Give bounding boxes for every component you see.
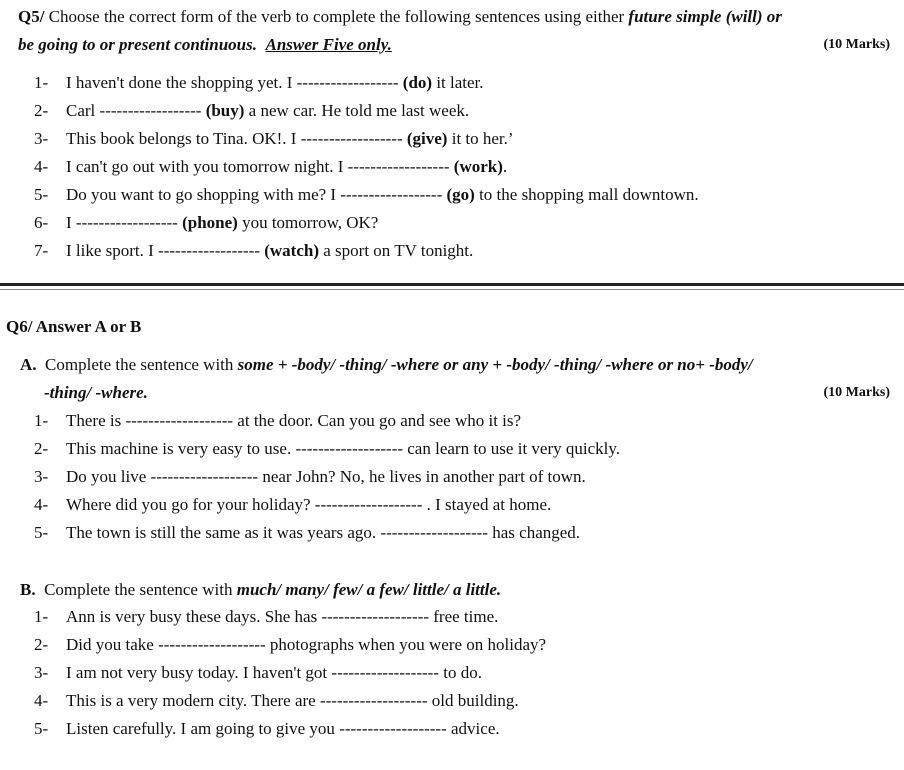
list-item [34,718,500,740]
list-item [34,72,484,94]
item-number: 1- [34,411,49,430]
answer-blank: ------------------- [331,663,439,682]
list-item [34,662,482,684]
item-number: 3- [34,467,49,486]
answer-blank: ------------------ [300,129,403,148]
list-item [34,690,519,712]
item-number: 5- [34,523,49,542]
item-text-end: can learn to use it very quickly. [403,439,621,458]
q5-instruction: Choose the correct form of the verb to complete the following sentences using either [44,7,629,26]
q6a-instruction-line1 [20,354,753,376]
verb-hint: (give) [406,129,448,148]
list-item [34,410,521,432]
item-text-end: a new car. He told me last week. [244,101,470,120]
item-text-end: old building. [427,691,519,710]
section-divider-thin [0,289,904,290]
item-text-end: it later. [432,73,484,92]
item-text-end: has changed. [488,523,581,542]
answer-blank: ------------------ [158,241,260,260]
q5-header-line1 [18,6,782,28]
list-item [34,156,507,178]
answer-blank: ------------------ [347,157,450,176]
list-item [34,100,469,122]
section-divider [0,283,904,286]
list-item [34,634,546,656]
item-text: Carl [66,101,100,120]
q5-label: Q5/ [18,7,45,26]
item-text: Listen carefully. I am going to give you [66,719,340,738]
verb-hint: (go) [446,185,475,204]
list-item [34,522,580,544]
verb-hint: (watch) [264,241,319,260]
item-text: This machine is very easy to use. [66,439,296,458]
item-text: I can't go out with you tomorrow night. I [66,157,348,176]
item-number: 1- [34,607,49,626]
answer-blank: ------------------- [339,719,447,738]
list-item [34,494,551,516]
item-text: Do you want to go shopping with me? I [66,185,341,204]
item-number: 5- [34,719,49,738]
item-number: 4- [34,157,49,176]
item-number: 3- [34,663,49,682]
item-text-end: near John? No, he lives in another part of town. [258,467,586,486]
list-item [34,240,473,262]
item-number: 1- [34,73,49,92]
list-item [34,212,378,234]
list-item [34,438,620,460]
item-text-end: it to her.’ [447,129,514,148]
item-text: The town is still the same as it was years ago. [66,523,381,542]
q6b-instruction-line [20,579,501,601]
list-item [34,466,586,488]
item-number: 3- [34,129,49,148]
item-number: 7- [34,241,49,260]
item-text: I haven't done the shopping yet. I [66,73,297,92]
q6a-instruction-words-2: -thing/ -where. [44,383,148,402]
item-text: I am not very busy today. I haven't got [66,663,332,682]
item-number: 4- [34,495,49,514]
answer-blank: ------------------ [75,213,178,232]
item-text-end: advice. [446,719,500,738]
item-text-end: at the door. Can you go and see who it is? [233,411,522,430]
item-text: There is [66,411,126,430]
answer-blank: ------------------- [125,411,234,430]
item-number: 2- [34,635,49,654]
item-text: Ann is very busy these days. She has [66,607,322,626]
item-number: 2- [34,439,49,458]
q6a-marks: (10 Marks) [823,385,890,400]
item-text-end: . I stayed at home. [422,495,552,514]
answer-blank: ------------------- [380,523,488,542]
item-text: Where did you go for your holiday? [66,495,315,514]
q5-header-line2 [18,34,392,56]
answer-blank: ------------------- [295,439,404,458]
verb-hint: (buy) [205,101,245,120]
q6a-instruction: Complete the sentence with [45,355,238,374]
item-text-end: free time. [429,607,499,626]
answer-blank: ------------------- [319,691,428,710]
answer-blank: ------------------ [340,185,443,204]
item-number: 2- [34,101,49,120]
answer-blank: ------------------- [321,607,430,626]
q5-instruction-forms: future simple (will) or [628,7,782,26]
q6b-instruction-words: much/ many/ few/ a few/ little/ a little. [236,580,502,599]
list-item [34,184,699,206]
answer-blank: ------------------- [158,635,266,654]
q6a-label: A. [20,355,37,374]
answer-blank: ------------------ [296,73,399,92]
item-text-end: to do. [438,663,482,682]
list-item [34,606,498,628]
item-text: This is a very modern city. There are [66,691,320,710]
q5-answer-five: Answer Five only. [265,35,392,54]
q6a-instruction-words: some + -body/ -thing/ -where or any + -body/ -thing/ -where or no+ -body/ [237,355,753,374]
item-text: Did you take [66,635,159,654]
q6b-label: B. [20,580,36,599]
answer-blank: ------------------- [150,467,259,486]
item-text-end: you tomorrow, OK? [237,213,379,232]
answer-blank: ------------------ [99,101,202,120]
item-number: 6- [34,213,49,232]
item-text-end: a sport on TV tonight. [319,241,474,260]
q6a-instruction-line2 [44,382,148,404]
verb-hint: (do) [402,73,433,92]
item-text: I [66,213,76,232]
item-text: I like sport. I [66,241,159,260]
q6-header: Q6/ Answer A or B [6,317,142,336]
item-text: Do you live [66,467,151,486]
q6b-instruction: Complete the sentence with [44,580,237,599]
item-number: 4- [34,691,49,710]
item-text: This book belongs to Tina. OK!. I [66,129,301,148]
list-item [34,128,514,150]
answer-blank: ------------------- [314,495,423,514]
item-text-end: to the shopping mall downtown. [474,185,699,204]
item-number: 5- [34,185,49,204]
item-text-end: . [502,157,508,176]
verb-hint: (phone) [182,213,238,232]
verb-hint: (work) [453,157,503,176]
item-text-end: photographs when you were on holiday? [265,635,547,654]
q5-marks: (10 Marks) [823,37,890,52]
q5-instruction-forms-2: be going to or present continuous. [18,35,257,54]
